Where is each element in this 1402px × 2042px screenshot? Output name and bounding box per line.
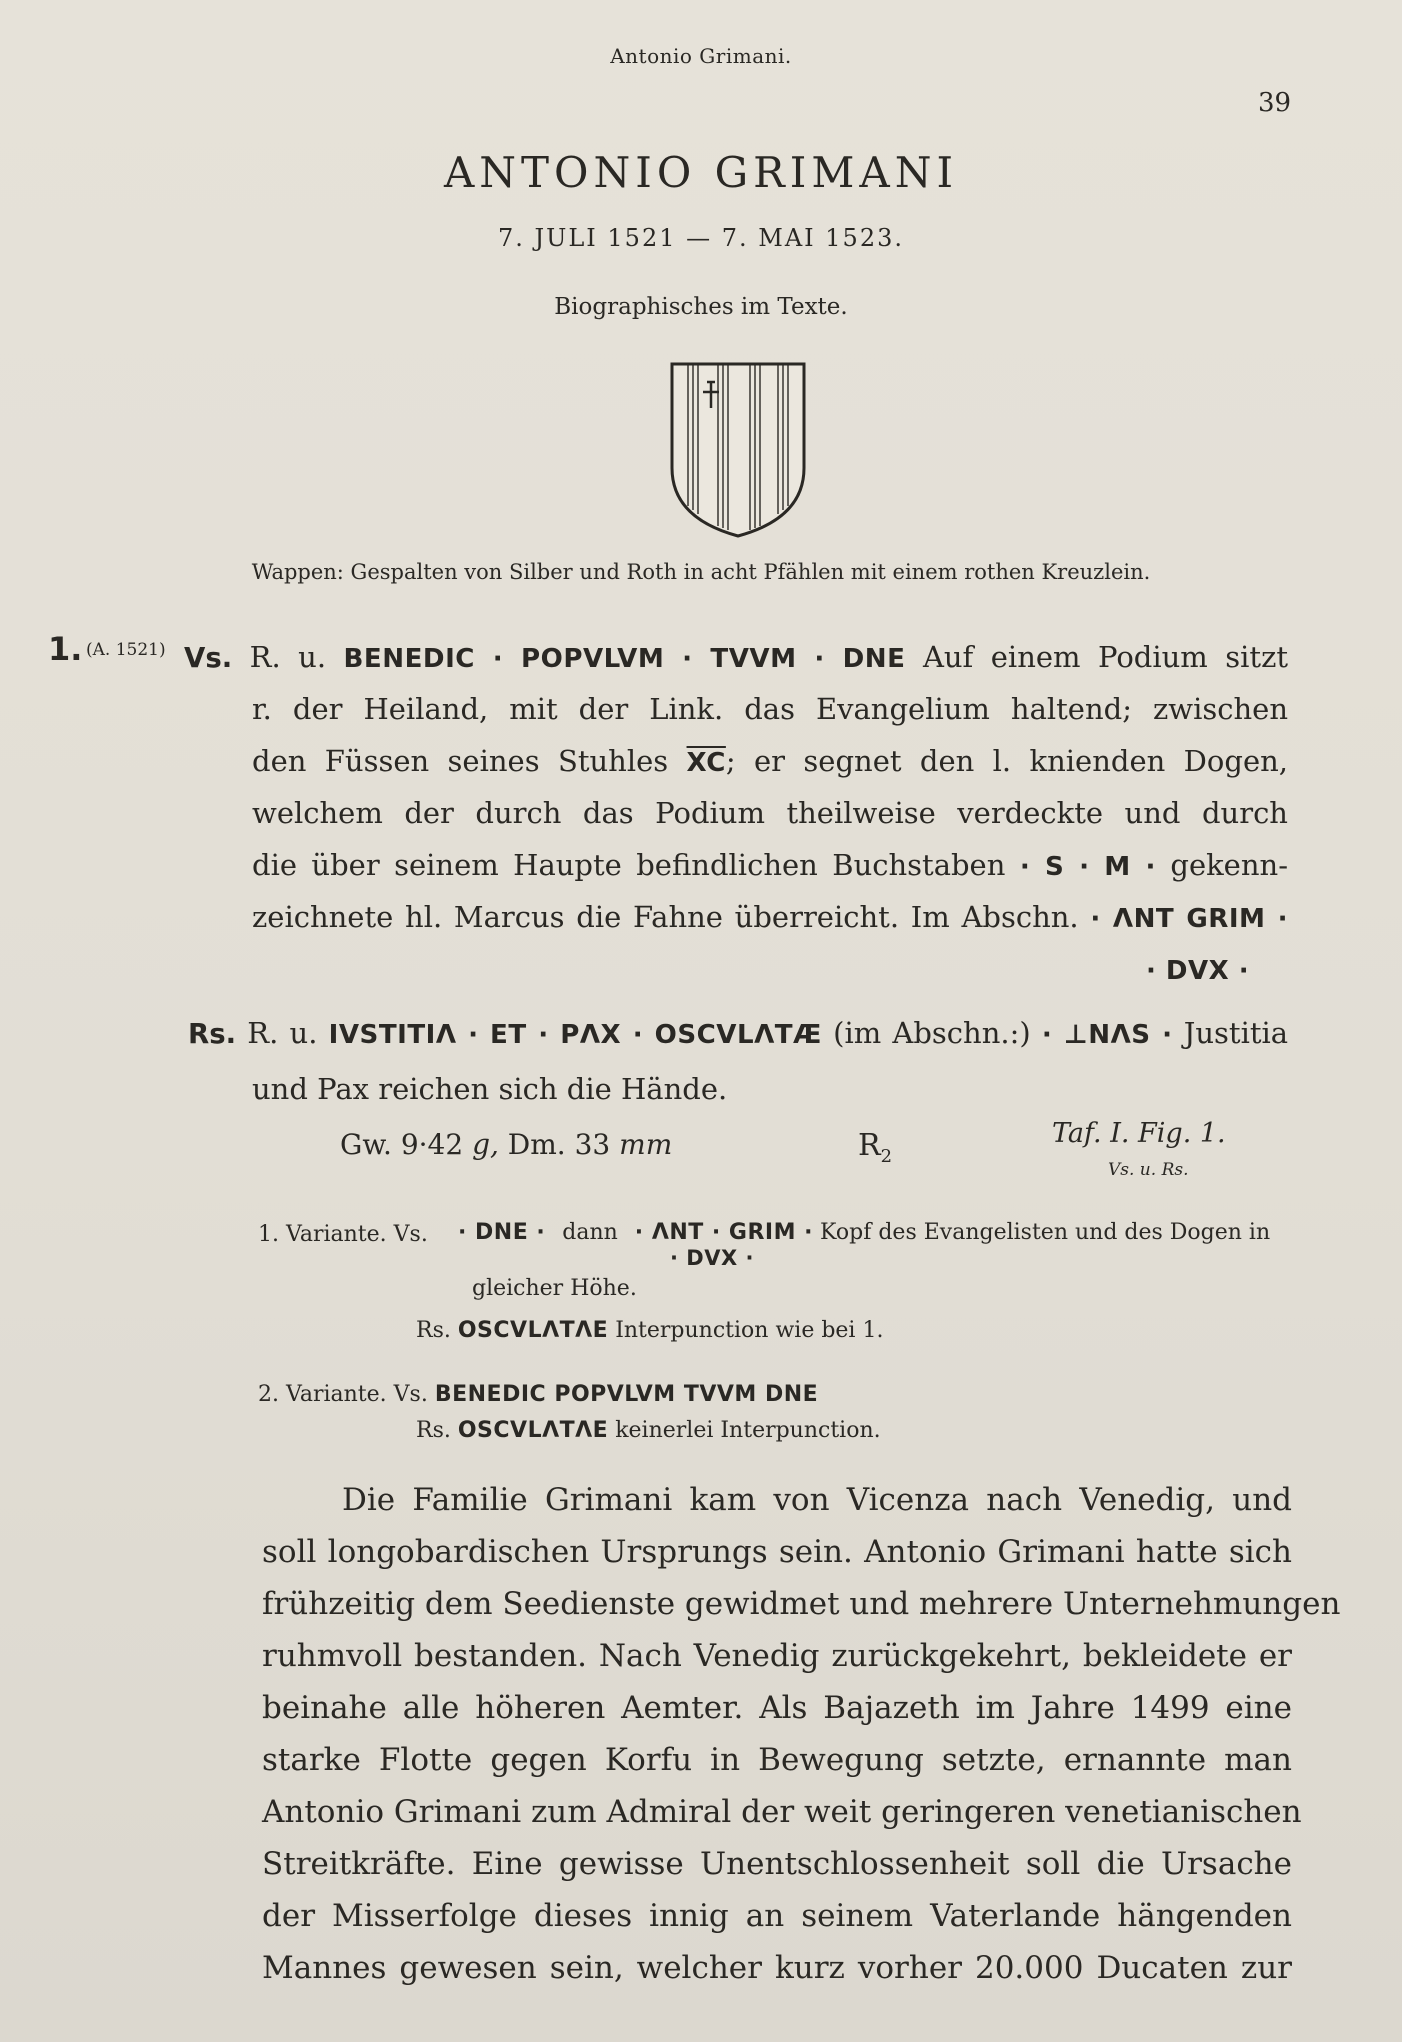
para-line-1: Die Familie Grimani kam von Vicenza nach Venedig, und [342, 1482, 1292, 1518]
entry-year: (A. 1521) [86, 640, 166, 660]
wappen-caption: Wappen: Gespalten von Silber und Roth in acht Pfählen mit einem rothen Kreuzlein. [251, 560, 1151, 584]
variant-2-rs: Rs. OSCVLΛTΛE keinerlei Interpunction. [416, 1418, 881, 1443]
bio-note: Biographisches im Texte. [554, 294, 848, 320]
coin-legend: · DVX · [1146, 956, 1250, 986]
para-line-7: Antonio Grimani zum Admiral der weit geringeren venetianischen [262, 1794, 1302, 1830]
rs-line-1: Rs. R. u. IVSTITIΛ · ET · PΛX · OSCVLΛTÆ (im Abschn.:) · ⊥NΛS · Justitia [188, 1016, 1289, 1050]
coin-legend: · S · M · [1019, 852, 1156, 882]
entry-number: 1. [48, 630, 83, 668]
vs-line-2: r. der Heiland, mit der Link. das Evangelium haltend; zwischen [252, 692, 1288, 726]
plate-sub: Vs. u. Rs. [1108, 1160, 1189, 1180]
coin-legend: · ⊥NΛS · [1041, 1020, 1173, 1050]
variant-1-legend-below: · DVX · [670, 1246, 754, 1270]
vs-label: Vs. [184, 642, 233, 674]
plate-reference: Taf. I. Fig. 1. [1052, 1118, 1226, 1149]
vs-line-1: Vs. R. u. BENEDIC · POPVLVM · TVVM · DNE Auf einem Podium sitzt [184, 640, 1289, 674]
vs-line-5: die über seinem Haupte befindlichen Buchstaben · S · M · gekenn- [252, 848, 1288, 882]
vs-line-3: den Füssen seines Stuhles $\overline{XC}$; er segnet den l. knienden Dogen, [252, 744, 1288, 778]
variant-1-legend: · DNE · dann · ΛNT · GRIM · Kopf des Evangelisten und des Dogen in [458, 1220, 1271, 1245]
coin-measurements: Gw. 9·42 g, Dm. 33 mm [340, 1128, 673, 1161]
para-line-4: ruhmvoll bestanden. Nach Venedig zurückgekehrt, bekleidete er [262, 1638, 1292, 1674]
para-line-2: soll longobardischen Ursprungs sein. Antonio Grimani hatte sich [262, 1534, 1292, 1570]
page-title: ANTONIO GRIMANI [443, 148, 959, 197]
reign-dates: 7. JULI 1521 — 7. MAI 1523. [497, 224, 904, 252]
para-line-6: starke Flotte gegen Korfu in Bewegung setzte, ernannte man [262, 1742, 1292, 1778]
para-line-9: der Misserfolge dieses innig an seinem Vaterlande hängenden [262, 1898, 1292, 1934]
variant-1-label: 1. Variante. Vs. [258, 1222, 428, 1247]
vs-line-4: welchem der durch das Podium theilweise verdeckte und durch [252, 796, 1288, 830]
vs-line-6: zeichnete hl. Marcus die Fahne überreicht. Im Abschn. · ΛNT GRIM · [252, 900, 1288, 934]
rs-label: Rs. [188, 1018, 237, 1050]
rs-line-2: und Pax reichen sich die Hände. [252, 1072, 728, 1106]
para-line-3: frühzeitig dem Seedienste gewidmet und mehrere Unternehmungen [262, 1586, 1341, 1622]
variant-1-rs: Rs. OSCVLΛTΛE Interpunction wie bei 1. [416, 1318, 884, 1343]
page-number: 39 [1258, 88, 1292, 118]
coin-legend: · ΛNT GRIM · [1090, 904, 1288, 934]
variant-2-vs: 2. Variante. Vs. BENEDIC POPVLVM TVVM DNE [258, 1382, 819, 1407]
running-head: Antonio Grimani. [610, 44, 792, 68]
para-line-8: Streitkräfte. Eine gewisse Unentschlossenheit soll die Ursache [262, 1846, 1292, 1882]
para-line-10: Mannes gewesen sein, welcher kurz vorher 20.000 Ducaten zur [262, 1950, 1292, 1986]
rarity: $R_2$ [858, 1128, 893, 1167]
para-line-5: beinahe alle höheren Aemter. Als Bajazeth im Jahre 1499 eine [262, 1690, 1292, 1726]
variant-1-text: gleicher Höhe. [472, 1276, 637, 1301]
coat-of-arms-icon [666, 358, 810, 540]
coin-legend: IVSTITIΛ · ET · PΛX · OSCVLΛTÆ [328, 1020, 822, 1050]
coin-legend: $\overline{XC}$ [686, 748, 726, 778]
coin-legend: BENEDIC · POPVLVM · TVVM · DNE [343, 644, 906, 674]
